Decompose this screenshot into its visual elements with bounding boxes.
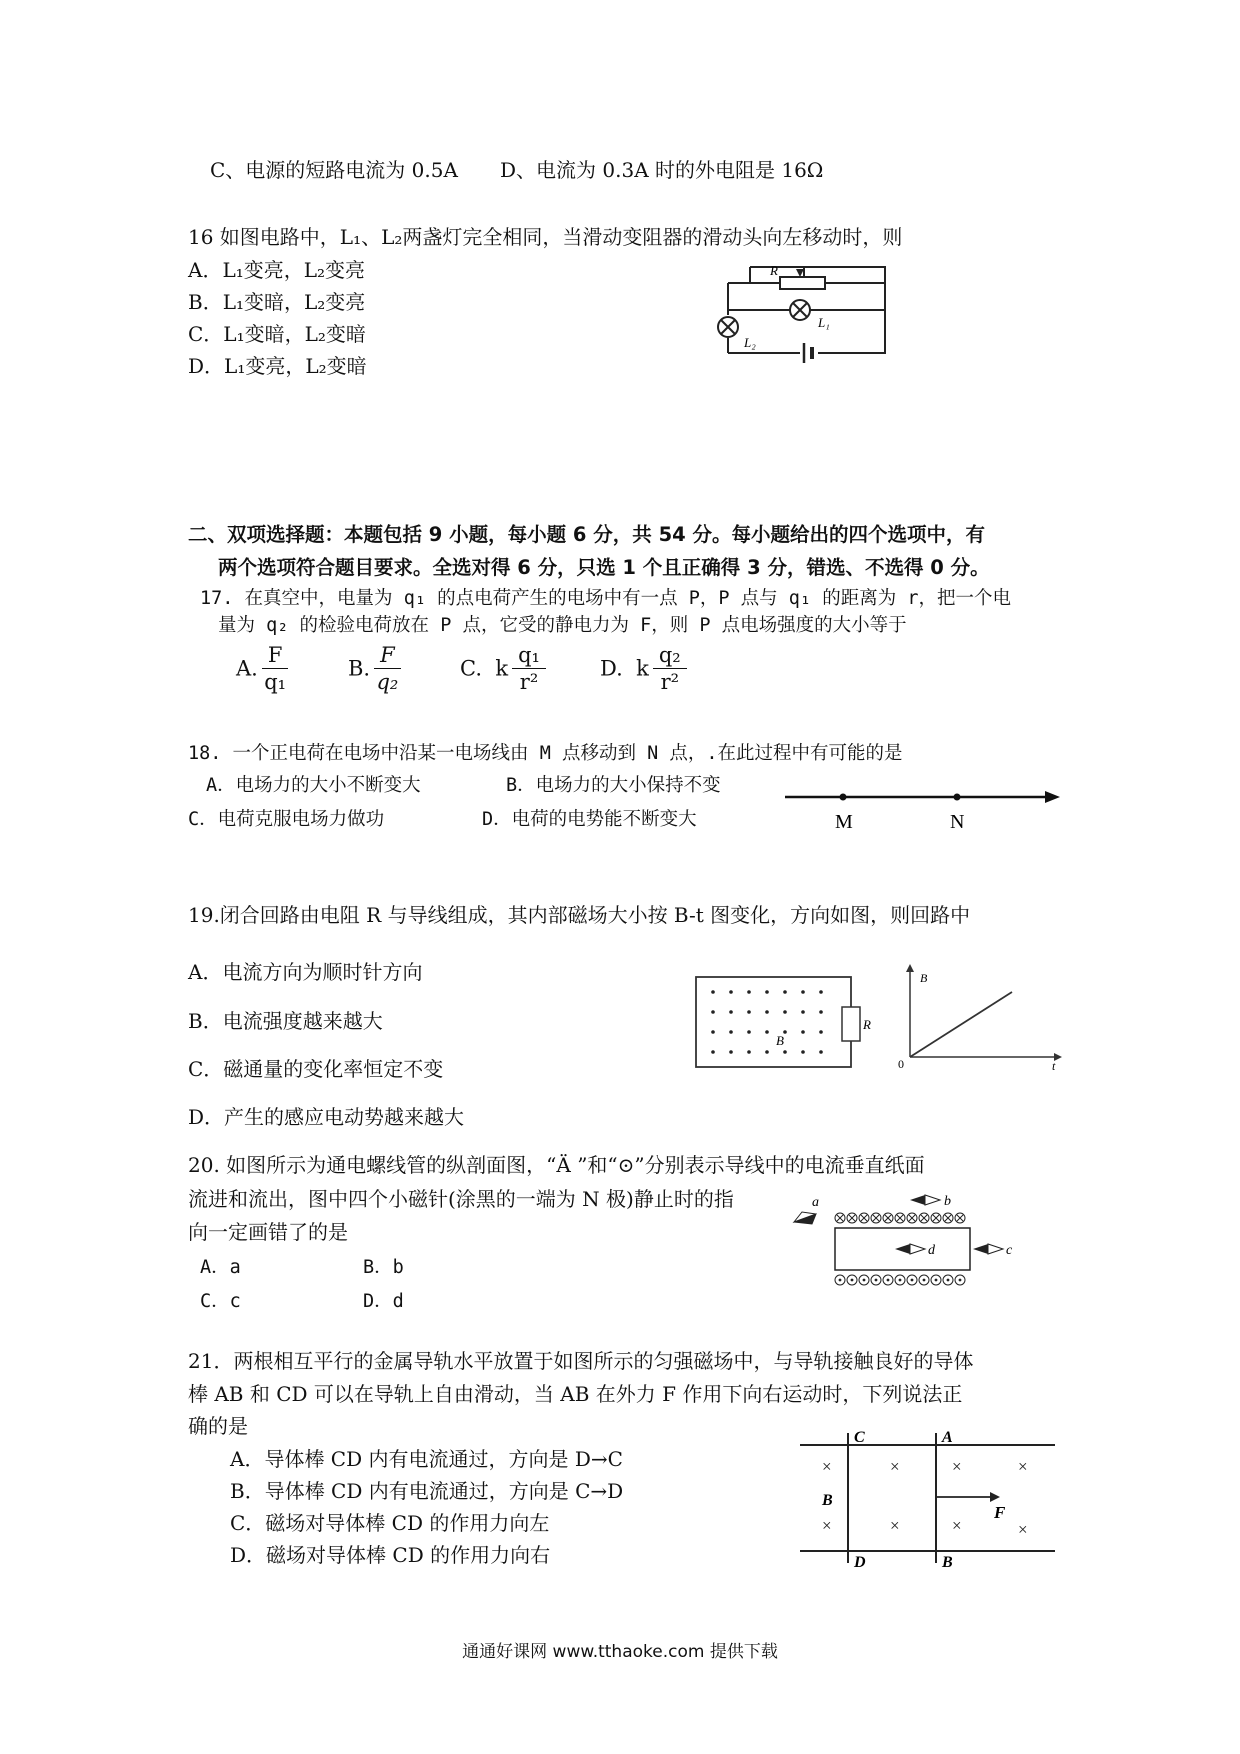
current-out-symbol — [883, 1275, 893, 1285]
field-dot — [711, 1030, 715, 1034]
q19-option-d: D．产生的感应电动势越来越大 — [188, 1105, 465, 1129]
q21-rails-figure — [800, 1425, 1060, 1570]
field-dot — [819, 1030, 823, 1034]
q18-option-c: C．电荷克服电场力做功 — [188, 809, 385, 830]
q21-label-field: B — [822, 1492, 833, 1509]
q15-option-d: D、电流为 0.3A 时的外电阻是 16Ω — [500, 158, 824, 182]
current-in-symbol — [871, 1213, 881, 1223]
q20-label-d: d — [928, 1243, 935, 1258]
svg-text:×: × — [890, 1516, 900, 1535]
q21-label-c: C — [854, 1429, 865, 1446]
q21-label-d: D — [854, 1554, 866, 1571]
field-dot — [747, 990, 751, 994]
svg-text:×: × — [890, 1457, 900, 1476]
q21-option-d: D．磁场对导体棒 CD 的作用力向右 — [230, 1543, 551, 1567]
q16-option-b: B．L₁变暗，L₂变亮 — [188, 290, 366, 314]
current-out-symbol — [955, 1275, 965, 1285]
q19-stem: 19.闭合回路由电阻 R 与导线组成，其内部磁场大小按 B-t 图变化，方向如图，则回路中 — [188, 903, 971, 927]
field-dot — [783, 1050, 787, 1054]
q20-option-c: C．c — [200, 1291, 241, 1312]
q17-option-b: B. $\frac{F}{\text{q₂}}$ — [348, 643, 401, 696]
current-in-symbol — [847, 1213, 857, 1223]
field-dot — [729, 1050, 733, 1054]
field-dot — [747, 1010, 751, 1014]
q16-option-c: C．L₁变暗，L₂变暗 — [188, 322, 366, 346]
q16-label-l2: L₂ — [744, 335, 756, 350]
field-dot — [729, 1010, 733, 1014]
current-in-symbol — [835, 1213, 845, 1223]
current-out-symbol — [847, 1275, 857, 1285]
current-in-symbol — [943, 1213, 953, 1223]
q20-label-a: a — [812, 1195, 819, 1210]
q19-axis-y: B — [920, 971, 928, 985]
q20-solenoid-figure — [790, 1190, 1030, 1300]
q20-option-a: A．a — [200, 1257, 241, 1278]
q21-label-b-end: B — [942, 1554, 953, 1571]
field-dot — [819, 1010, 823, 1014]
page-footer: 通通好课网 www.tthaoke.com 提供下载 — [462, 1642, 778, 1662]
svg-text:×: × — [952, 1516, 962, 1535]
field-dot — [801, 1050, 805, 1054]
q21-option-b: B．导体棒 CD 内有电流通过，方向是 C→D — [230, 1479, 624, 1503]
field-dot — [765, 1010, 769, 1014]
q19-label-r: R — [863, 1017, 871, 1032]
q20-stem-line1: 20. 如图所示为通电螺线管的纵剖面图，“Ä ”和“⊙”分别表示导线中的电流垂直纸面 — [188, 1153, 925, 1177]
q20-stem-line2: 流进和流出，图中四个小磁针(涂黑的一端为 N 极)静止时的指 — [188, 1187, 734, 1211]
field-dot — [711, 1050, 715, 1054]
q19-label-b: B — [776, 1033, 784, 1048]
svg-text:×: × — [822, 1516, 832, 1535]
q17-stem-line1: 17. 在真空中，电量为 q₁ 的点电荷产生的电场中有一点 P，P 点与 q₁ 的距离为 r，把一个电 — [200, 588, 1011, 609]
q17-option-a: A. $\frac{F}{\text{q₁}}$ — [236, 643, 288, 696]
q20-label-c: c — [1006, 1243, 1013, 1258]
q16-option-a: A．L₁变亮，L₂变亮 — [188, 258, 366, 282]
q20-option-b: B．b — [363, 1257, 404, 1278]
svg-text:×: × — [822, 1457, 832, 1476]
current-out-symbol — [931, 1275, 941, 1285]
q19-option-c: C．磁通量的变化率恒定不变 — [188, 1057, 444, 1081]
current-in-symbol — [907, 1213, 917, 1223]
q18-option-d: D．电荷的电势能不断变大 — [482, 809, 697, 830]
q18-point-n: N — [950, 811, 965, 833]
current-in-symbol — [919, 1213, 929, 1223]
q18-stem: 18. 一个正电荷在电场中沿某一电场线由 M 点移动到 N 点，.在此过程中有可能的是 — [188, 743, 903, 764]
q16-circuit-figure — [700, 255, 900, 375]
q18-option-b: B．电场力的大小保持不变 — [506, 775, 721, 796]
q17-stem-line2: 量为 q₂ 的检验电荷放在 P 点，它受的静电力为 F，则 P 点电场强度的大小等于 — [218, 615, 907, 636]
q21-stem-line3: 确的是 — [188, 1414, 248, 1438]
q21-label-force: F — [994, 1503, 1006, 1522]
q20-stem-line3: 向一定画错了的是 — [188, 1220, 348, 1244]
svg-text:×: × — [1018, 1520, 1028, 1539]
current-out-symbol — [907, 1275, 917, 1285]
q19-bt-graph — [892, 962, 1072, 1072]
field-dot — [819, 1050, 823, 1054]
q21-option-a: A．导体棒 CD 内有电流通过，方向是 D→C — [230, 1447, 623, 1471]
field-dot — [765, 1030, 769, 1034]
q19-option-a: A．电流方向为顺时针方向 — [188, 960, 423, 984]
section2-header-line2: 两个选项符合题目要求。全选对得 6 分，只选 1 个且正确得 3 分，错选、不选得 0 分。 — [218, 556, 990, 579]
field-dot — [801, 990, 805, 994]
current-out-symbol — [919, 1275, 929, 1285]
q20-label-b: b — [944, 1194, 951, 1209]
section2-header-line1: 二、双项选择题：本题包括 9 小题，每小题 6 分，共 54 分。每小题给出的四个选项中，有 — [188, 523, 986, 546]
q21-option-c: C．磁场对导体棒 CD 的作用力向左 — [230, 1511, 550, 1535]
current-in-symbol — [859, 1213, 869, 1223]
field-dot — [711, 990, 715, 994]
q18-field-line-figure — [785, 785, 1065, 835]
field-dot — [765, 990, 769, 994]
field-dot — [801, 1030, 805, 1034]
current-out-symbol — [895, 1275, 905, 1285]
current-in-symbol — [955, 1213, 965, 1223]
q20-option-d: D．d — [363, 1291, 404, 1312]
q17-option-d: D. k $\frac{\text{q₂}}{\text{r²}}$ — [600, 643, 687, 696]
q15-option-c: C、电源的短路电流为 0.5A — [210, 158, 458, 182]
field-dot — [783, 1010, 787, 1014]
field-dot — [747, 1030, 751, 1034]
current-out-symbol — [871, 1275, 881, 1285]
field-dot — [729, 1030, 733, 1034]
field-dot — [783, 990, 787, 994]
q18-option-a: A．电场力的大小不断变大 — [206, 775, 421, 796]
q18-point-m: M — [835, 811, 853, 833]
q19-origin: 0 — [898, 1057, 904, 1071]
field-dot — [765, 1050, 769, 1054]
current-in-symbol — [931, 1213, 941, 1223]
field-dot — [819, 990, 823, 994]
svg-text:×: × — [952, 1457, 962, 1476]
q16-label-r: R — [770, 263, 778, 278]
q16-stem: 16 如图电路中，L₁、L₂两盏灯完全相同，当滑动变阻器的滑动头向左移动时，则 — [188, 225, 903, 249]
q21-label-a: A — [942, 1429, 953, 1446]
q16-label-l1: L₁ — [818, 315, 830, 330]
q21-stem-line1: 21．两根相互平行的金属导轨水平放置于如图所示的匀强磁场中，与导轨接触良好的导体 — [188, 1349, 974, 1373]
q19-axis-x: t — [1052, 1059, 1056, 1073]
q19-option-b: B．电流强度越来越大 — [188, 1009, 383, 1033]
q17-option-c: C. k $\frac{\text{q₁}}{\text{r²}}$ — [460, 643, 546, 696]
current-out-symbol — [835, 1275, 845, 1285]
q19-loop-figure — [688, 962, 878, 1072]
current-in-symbol — [895, 1213, 905, 1223]
field-dot — [729, 990, 733, 994]
field-dot — [711, 1010, 715, 1014]
current-out-symbol — [859, 1275, 869, 1285]
q21-stem-line2: 棒 AB 和 CD 可以在导轨上自由滑动，当 AB 在外力 F 作用下向右运动时，下列说法正 — [188, 1382, 963, 1406]
field-dot — [801, 1010, 805, 1014]
current-out-symbol — [943, 1275, 953, 1285]
current-in-symbol — [883, 1213, 893, 1223]
q16-option-d: D．L₁变亮，L₂变暗 — [188, 354, 367, 378]
svg-text:×: × — [1018, 1457, 1028, 1476]
field-dot — [747, 1050, 751, 1054]
